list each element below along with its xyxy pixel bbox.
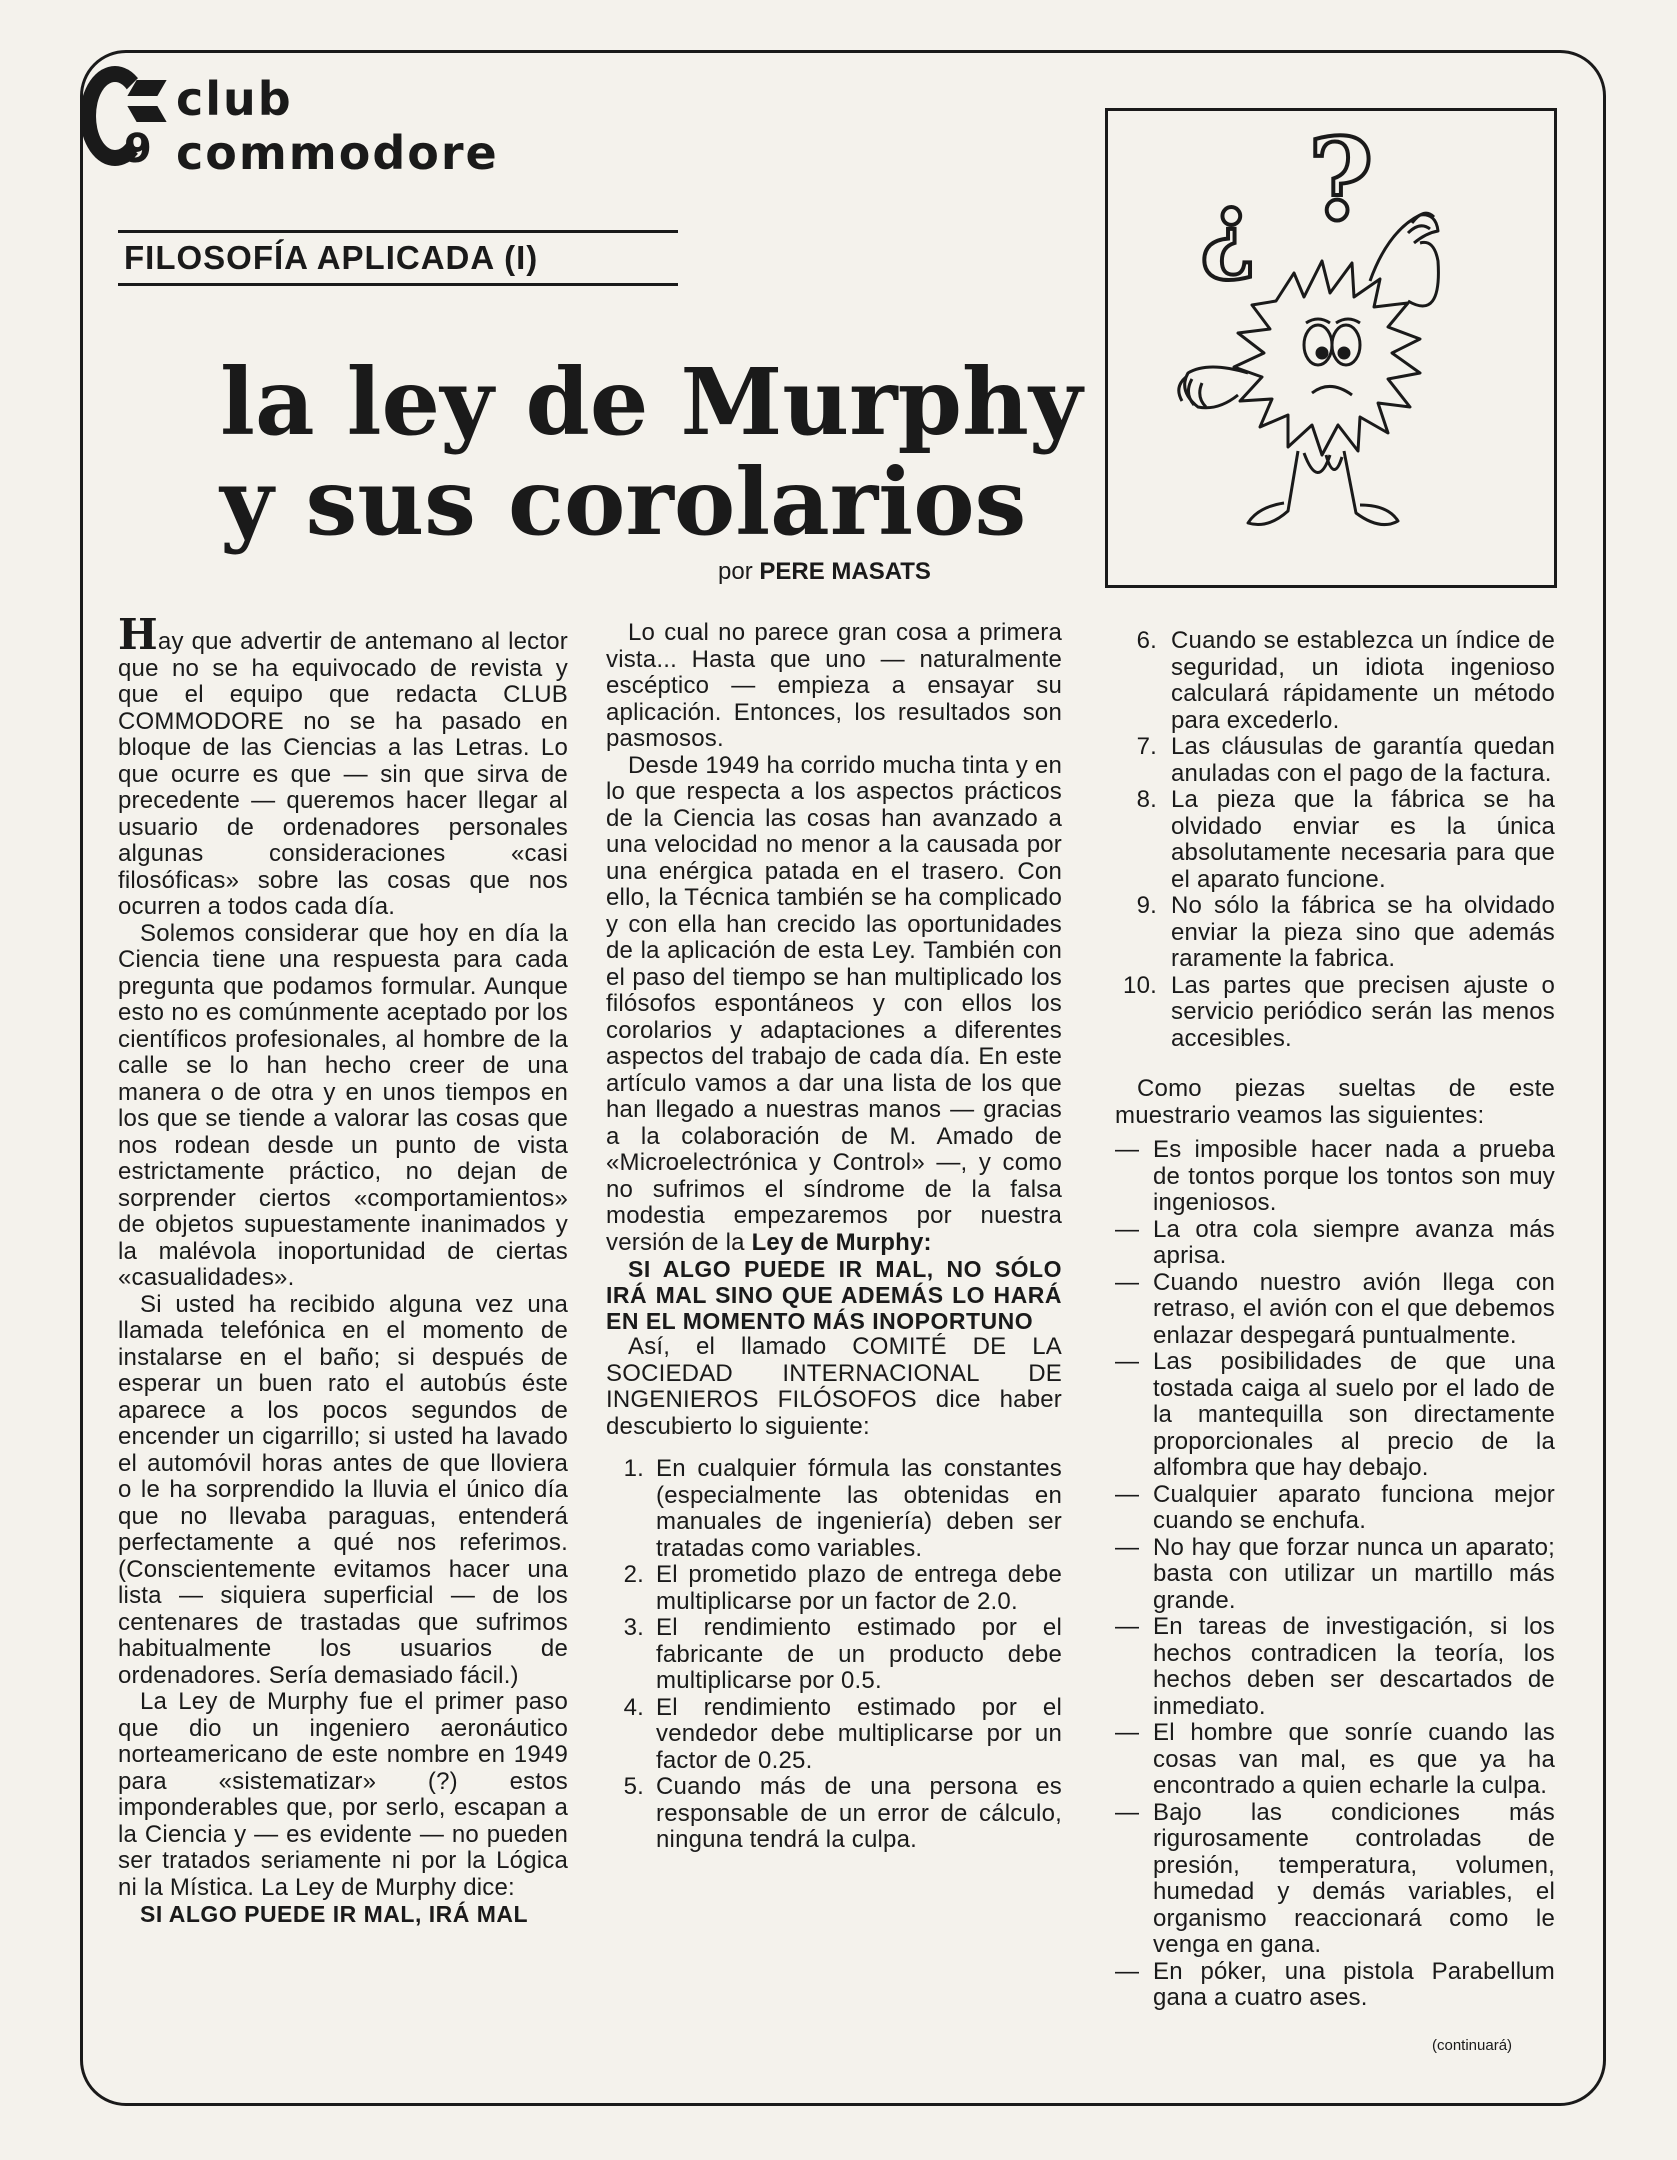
page-number: 9: [124, 126, 152, 172]
column-3: [1115, 628, 1555, 2012]
paragraph-5: Lo cual no parece gran cosa a primera vista... Hasta que uno — naturalmente escéptico — empieza a ensayar su aplicación. Entonces, los resultados son pasmosos.: [606, 619, 1062, 752]
law-name-bold: Ley de Murphy:: [751, 1228, 932, 1256]
commodore-logo-flag: [132, 80, 160, 124]
paragraph-2: Solemos considerar que hoy en día la Ciencia tiene una respuesta para cada pregunta que podamos formular. Aunque esto no es comúnmente aceptado por los científicos profesionales, al hombre de la calle se lo han hecho creer de una manera o de otra y en unos tiempos en los que se tiende a valorar las cosas que nos rodean desde un punto de vista estrictamente práctico, no dejan de sorprender ciertos «comportamientos» de objetos supuestamente inanimados y la malévola inoportunidad de ciertas «casualidades».: [118, 919, 568, 1291]
paragraph-3: Si usted ha recibido alguna vez una llamada telefónica en el momento de instalarse en el baño; si después de esperar un buen rato el autobús éste aparece a los pocos segundos de encender un cigarrillo; si usted ha lavado el automóvil horas antes de que lloviera o le ha sorprendido la lluvia el único día que no llevaba paraguas, entenderá perfectamente a qué nos referimos. (Conscientemente evitamos hacer una lista — siquiera superficial — de los centenares de trastadas que sufrimos habitualmente los usuarios de ordenadores. Sería demasiado fácil.): [118, 1290, 568, 1689]
list-item: 1. En cualquier fórmula las constantes (especialmente las obtenidas en manuales de ingeniería) deben ser tratadas como variables.: [623, 1455, 1062, 1562]
corollaries-list: [1115, 1137, 1555, 2012]
article-title: [220, 348, 1083, 556]
cartoon-illustration: [1105, 108, 1557, 588]
rules-list-2: [1115, 628, 1555, 1052]
list-item: — Las posibilidades de que una tostada caiga al suelo por el lado de la mantequilla son directamente proporcionales al precio de la alfombra que hay debajo.: [1115, 1348, 1555, 1481]
drop-cap: H: [118, 610, 158, 659]
fuzzy-creature-drawing: [1108, 111, 1554, 585]
title-line-2: y sus corolarios: [220, 448, 1027, 556]
column-1: [118, 610, 568, 1927]
list-item: 10. Las partes que precisen ajuste o servicio periódico serán las menos accesibles.: [1123, 971, 1555, 1052]
magazine-header: [72, 58, 632, 178]
byline: [718, 558, 931, 586]
list-item: — Cuando nuestro avión llega con retraso, el avión con el que debemos enlazar despegará puntualmente.: [1115, 1268, 1555, 1349]
paragraph-1: Hay que advertir de antemano al lector que no se ha equivocado de revista y que el equipo que redacta CLUB COMMODORE no se ha pasado en bloque de las Ciencias a las Letras. Lo que ocurre es que — sin que sirva de precedente — queremos hacer llegar al usuario de ordenadores personales algunas consideraciones «casi filosóficas» sobre las cosas que nos ocurren a todos cada día.: [118, 610, 568, 920]
list-item: — El hombre que sonríe cuando las cosas van mal, es que ya ha encontrado a quien echarle la culpa.: [1115, 1719, 1555, 1799]
murphy-law-statement: SI ALGO PUEDE IR MAL, IRÁ MAL: [140, 1901, 529, 1927]
inverted-question-mark-icon: ¿: [1200, 171, 1257, 284]
continued-note: (continuará): [1432, 2037, 1513, 2054]
list-item: — Cualquier aparato funciona mejor cuando se enchufa.: [1115, 1480, 1555, 1534]
list-item: — La otra cola siempre avanza más aprisa.: [1115, 1215, 1555, 1269]
column-2: [606, 620, 1062, 1854]
list-item: — En tareas de investigación, si los hechos contradicen la teoría, los hechos deben ser descartados de inmediato.: [1115, 1613, 1555, 1720]
section-label: FILOSOFÍA APLICADA (I): [124, 239, 539, 276]
paragraph-6: Desde 1949 ha corrido mucha tinta y en lo que respecta a los aspectos prácticos de la Ciencia las cosas han avanzado a una velocidad no menor a la causada por una enérgica patada en el trasero. Con ello, la Técnica también se ha complicado y con ella han crecido las oportunidades de la aplicación de esta Ley. También con el paso del tiempo se han multiplicado los filósofos espontáneos y con ellos los corolarios y adaptaciones a diferentes aspectos del trabajo de cada día. En este artículo vamos a dar una lista de los que han llegado a nuestras manos — gracias a la colaboración de M. Amado de «Microelectrónica y Control» —, y como no sufrimos el síndrome de la falsa modestia empezaremos por nuestra versión de la Ley de Murphy:: [606, 751, 1062, 1256]
list-item: 5. Cuando más de una persona es responsable de un error de cálculo, ninguna tendrá la culpa.: [623, 1773, 1062, 1853]
extended-law-heading: SI ALGO PUEDE IR MAL, NO SÓLO IRÁ MAL SINO QUE ADEMÁS LO HARÁ EN EL MOMENTO MÁS INOPORTUNO: [606, 1256, 1062, 1334]
list-item: 3. El rendimiento estimado por el fabricante de un producto debe multiplicarse por 0.5.: [623, 1614, 1062, 1694]
author-name: PERE MASATS: [759, 558, 931, 585]
title-line-1: la ley de Murphy: [220, 348, 1083, 456]
list-item: — Es imposible hacer nada a prueba de tontos porque los tontos son muy ingeniosos.: [1115, 1136, 1555, 1216]
question-mark-icon: ?: [1308, 115, 1374, 246]
brand-name: club commodore: [176, 72, 499, 180]
list-item: 6. Cuando se establezca un índice de seguridad, un idiota ingenioso calculará rápidamente un método para excederlo.: [1136, 627, 1555, 734]
list-item: — No hay que forzar nunca un aparato; basta con utilizar un martillo más grande.: [1115, 1533, 1555, 1614]
list-item: 9. No sólo la fábrica se ha olvidado enviar la pieza sino que además raramente la fabrica.: [1136, 892, 1555, 972]
list-item: 7. Las cláusulas de garantía quedan anuladas con el pago de la factura.: [1136, 733, 1555, 787]
paragraph-8: Como piezas sueltas de este muestrario veamos las siguientes:: [1115, 1075, 1555, 1129]
list-item: — En póker, una pistola Parabellum gana a cuatro ases.: [1115, 1957, 1555, 2011]
section-box: [118, 230, 678, 286]
rules-list-1: [606, 1456, 1062, 1854]
paragraph-7: Así, el llamado COMITÉ DE LA SOCIEDAD INTERNACIONAL DE INGENIEROS FILÓSOFOS dice haber descubierto lo siguiente:: [606, 1333, 1062, 1440]
list-item: 4. El rendimiento estimado por el vendedor debe multiplicarse por un factor de 0.25.: [623, 1693, 1062, 1774]
list-item: 8. La pieza que la fábrica se ha olvidado enviar es la única absolutamente necesaria para que el aparato funcione.: [1136, 786, 1555, 893]
list-item: 2. El prometido plazo de entrega debe multiplicarse por un factor de 2.0.: [623, 1561, 1062, 1615]
list-item: — Bajo las condiciones más rigurosamente controladas de presión, temperatura, volumen, humedad y demás variables, el organismo reaccionará como le venga en gana.: [1115, 1798, 1555, 1958]
byline-prefix: por: [718, 558, 753, 585]
paragraph-4: La Ley de Murphy fue el primer paso que dio un ingeniero aeronáutico norteamericano de este nombre en 1949 para «sistematizar» (?) estos imponderables que, por serlo, escapan a la Ciencia y — es evidente — no pueden ser tratados seriamente ni por la Lógica ni la Mística. La Ley de Murphy dice:: [118, 1688, 568, 1901]
